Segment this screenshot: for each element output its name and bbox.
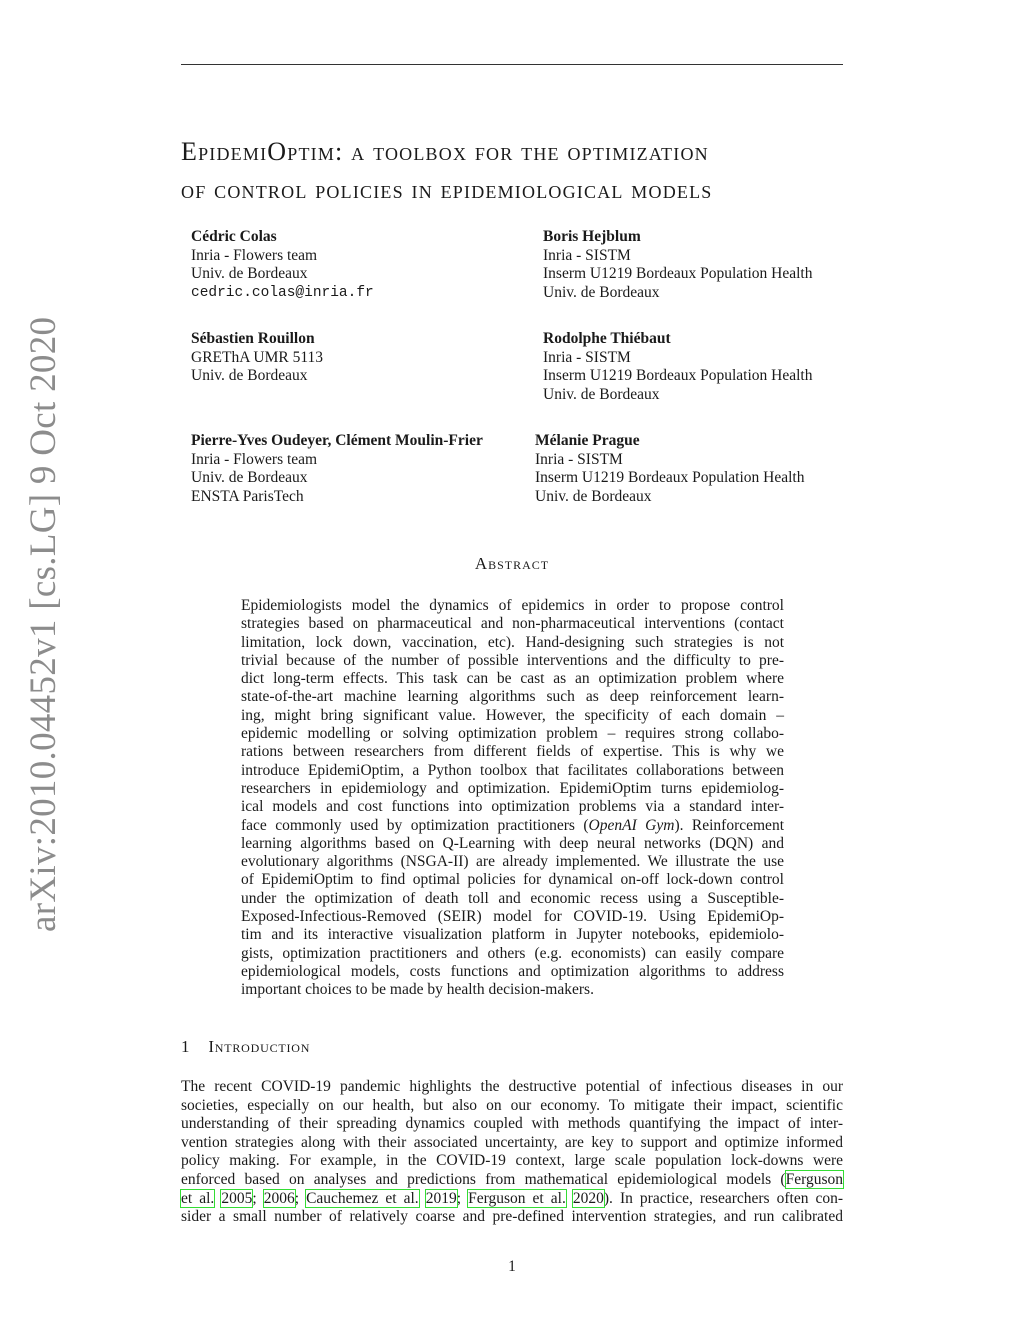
abstract-text: face commonly used by optimization practitioners ( (241, 816, 589, 834)
abstract-line: researchers in epidemiology and optimization. EpidemiOptim turns epidemiolog- (241, 779, 784, 797)
intro-line: policy making. For example, in the COVID-19 context, large scale population lock-downs were (181, 1152, 843, 1170)
abstract-line: epidemiological models, costs functions and optimization algorithms to address (241, 962, 784, 980)
abstract-line: limitation, lock down, vaccination, etc). Hand-designing such strategies is not (241, 633, 784, 651)
arxiv-identifier: arXiv:2010.04452v1 [cs.LG] 9 Oct 2020 (23, 316, 64, 932)
abstract-line: introduce EpidemiOptim, a Python toolbox that facilitates collaborations between (241, 761, 784, 779)
author-affiliation: Univ. de Bordeaux (191, 367, 308, 384)
intro-line: understanding of their spreading dynamics coupled with methods quantifying the impact of inter- (181, 1115, 843, 1133)
abstract-line: strategies based on pharmaceutical and non-pharmaceutical interventions (contact (241, 615, 784, 633)
page-number: 1 (508, 1258, 516, 1275)
title-line-2: of control policies in epidemiological models (181, 175, 713, 204)
abstract-line: dict long-term effects. This task can be cast as an optimization problem where (241, 670, 784, 688)
author-affiliation: Inserm U1219 Bordeaux Population Health (543, 265, 813, 282)
abstract-line: evolutionary algorithms (NSGA-II) are already implemented. We illustrate the use (241, 853, 784, 871)
author-block-thiebaut (543, 330, 812, 404)
abstract-line: Epidemiologists model the dynamics of epidemics in order to propose control (241, 597, 784, 614)
author-block-prague (535, 432, 804, 506)
author-affiliation: Inserm U1219 Bordeaux Population Health (543, 367, 813, 384)
author-name: Mélanie Prague (535, 432, 640, 449)
abstract-line: ing, might bring significant value. However, the specificity of each domain – (241, 706, 784, 724)
abstract-line: of EpidemiOptim to find optimal policies for dynamical on-off lock-down control (241, 871, 784, 889)
intro-line: The recent COVID-19 pandemic highlights the destructive potential of infectious diseases in our (181, 1078, 843, 1095)
title-line-1: EpidemiOptim: a toolbox for the optimization (181, 137, 709, 166)
section-title: Introduction (208, 1037, 311, 1056)
author-affiliation: GREThA UMR 5113 (191, 348, 324, 366)
intro-text: enforced based on analyses and predictions from mathematical epidemiological models ( (181, 1170, 786, 1188)
author-affiliation: Inria - SISTM (543, 246, 631, 264)
abstract-line (241, 817, 784, 835)
section-heading (181, 1037, 310, 1057)
intro-line: societies, especially on our health, but also on our economy. To mitigate their impact, scientific (181, 1096, 843, 1114)
author-block-colas (191, 228, 374, 302)
intro-line: sider a small number of relatively coarse and pre-defined intervention strategies, and run calibrated (181, 1208, 843, 1226)
abstract-line: under the optimization of death toll and economic recess using a Susceptible- (241, 889, 784, 907)
abstract-line: trivial because of the number of possible interventions and the difficulty to pre- (241, 651, 784, 669)
abstract-line: learning algorithms based on Q-Learning with deep neural networks (DQN) and (241, 834, 784, 852)
abstract-line: Exposed-Infectious-Removed (SEIR) model for COVID-19. Using EpidemiOp- (241, 908, 784, 926)
author-affiliation: Univ. de Bordeaux (191, 265, 308, 282)
paper-title (181, 133, 861, 209)
author-affiliation: Univ. de Bordeaux (191, 469, 308, 486)
openai-gym-italic: OpenAI Gym (588, 816, 675, 834)
abstract-heading: Abstract (474, 554, 550, 573)
author-name: Boris Hejblum (543, 228, 641, 245)
intro-text: ). In practice, researchers often con- (603, 1189, 844, 1207)
citation-link-ferguson-2005[interactable]: Ferguson (785, 1170, 843, 1188)
author-affiliation: Inria - SISTM (543, 348, 631, 366)
intro-line: vention strategies along with their associated uncertainty, are key to support and optimize informed (181, 1133, 843, 1151)
abstract-line: gists, optimization practitioners and others (e.g. economists) can easily compare (241, 944, 784, 962)
citation-link-2005[interactable]: 2005 (221, 1189, 253, 1207)
abstract-line: important choices to be made by health decision-makers. (241, 981, 594, 999)
author-block-rouillon (191, 330, 323, 386)
citation-link-ferguson-2005[interactable]: et al. (181, 1189, 215, 1207)
author-name: Rodolphe Thiébaut (543, 330, 671, 347)
author-affiliation: Univ. de Bordeaux (543, 283, 660, 301)
intro-line: et al. 2005; 2006; Cauchemez et al. 2019; Ferguson et al. 2020). In practice, researchers often con- (181, 1189, 844, 1207)
abstract-text: ). Reinforcement (674, 816, 784, 834)
author-name: Cédric Colas (191, 228, 277, 245)
author-affiliation: ENSTA ParisTech (191, 487, 304, 505)
citation-link-2019[interactable]: 2019 (425, 1189, 457, 1207)
author-affiliation: Inserm U1219 Bordeaux Population Health (535, 469, 805, 486)
section-number: 1 (181, 1037, 191, 1056)
author-block-oudeyer-moulin-frier (191, 432, 483, 506)
abstract-line: state-of-the-art machine learning algorithms such as deep reinforcement learn- (241, 688, 784, 706)
author-affiliation: Inria - Flowers team (191, 450, 318, 468)
author-affiliation: Univ. de Bordeaux (535, 487, 652, 505)
author-email[interactable]: cedric.colas@inria.fr (191, 284, 374, 301)
citation-link-ferguson-2020[interactable]: Ferguson et al. (468, 1189, 566, 1207)
abstract-line: rations between researchers from different fields of expertise. This is why we (241, 743, 784, 761)
top-rule (181, 64, 843, 65)
author-block-hejblum (543, 228, 812, 302)
author-name: Pierre-Yves Oudeyer, Clément Moulin-Frier (191, 432, 483, 449)
abstract-line: epidemic modelling or solving optimization problem – requires strong collabo- (241, 725, 784, 743)
citation-link-2006[interactable]: 2006 (263, 1189, 295, 1207)
intro-line (181, 1171, 843, 1190)
introduction-body (181, 1078, 843, 1227)
abstract-line: ical models and cost functions into optimization problems via a standard inter- (241, 798, 784, 816)
abstract-body (241, 597, 784, 1000)
author-affiliation: Inria - SISTM (535, 450, 623, 468)
abstract-line: tim and its interactive visualization platform in Jupyter notebooks, epidemiolo- (241, 926, 784, 944)
author-affiliation: Univ. de Bordeaux (543, 385, 660, 403)
citation-link-cauchemez[interactable]: Cauchemez et al. (306, 1189, 419, 1207)
author-affiliation: Inria - Flowers team (191, 246, 318, 264)
citation-link-2020[interactable]: 2020 (572, 1189, 604, 1207)
author-name: Sébastien Rouillon (191, 330, 315, 347)
